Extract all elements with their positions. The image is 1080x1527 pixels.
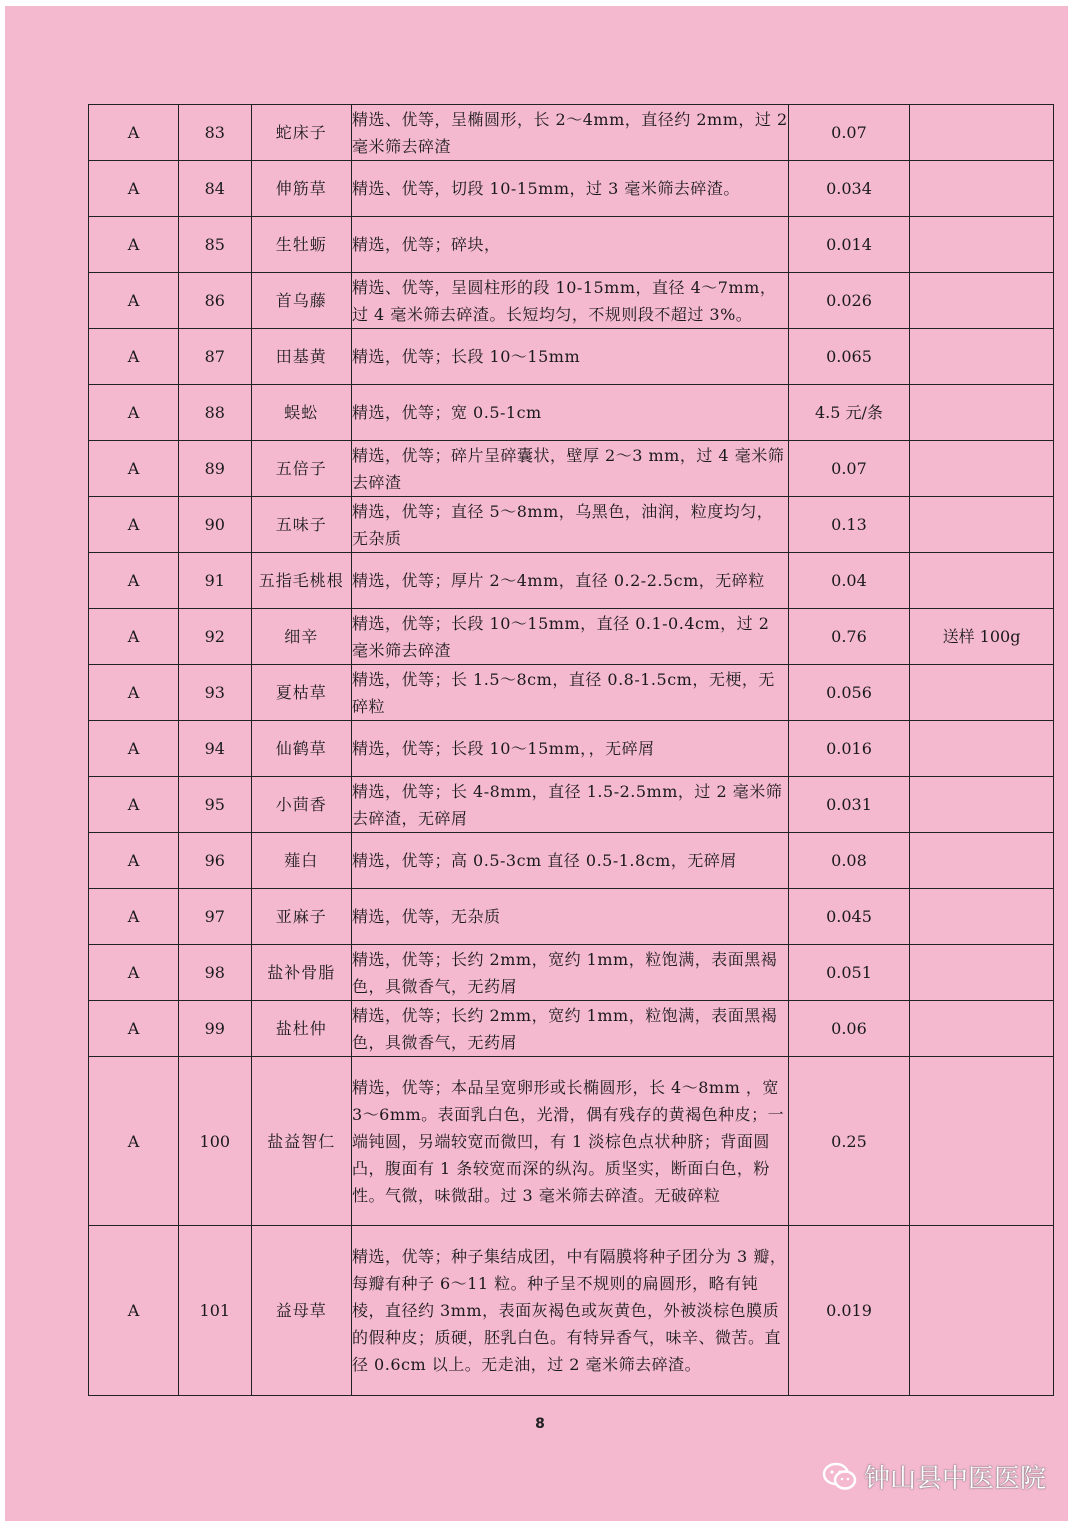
price-cell: 0.76	[788, 609, 909, 665]
spec-cell: 精选、优等，切段 10-15mm，过 3 毫米筛去碎渣。	[351, 161, 788, 217]
spec-cell: 精选，优等；长 1.5～8cm，直径 0.8-1.5cm，无梗，无碎粒	[351, 665, 788, 721]
price-cell: 0.065	[788, 329, 909, 385]
herb-name-cell: 盐益智仁	[251, 1057, 351, 1226]
number-cell: 97	[179, 889, 251, 945]
herb-name-cell: 蛇床子	[251, 105, 351, 161]
price-cell: 0.04	[788, 553, 909, 609]
grade-cell: A	[89, 777, 179, 833]
table-row	[89, 441, 1054, 497]
table-row	[89, 329, 1054, 385]
price-cell: 0.026	[788, 273, 909, 329]
note-cell	[910, 1057, 1054, 1226]
herb-name-cell: 五味子	[251, 497, 351, 553]
herb-name-cell: 伸筋草	[251, 161, 351, 217]
herb-name-cell: 蜈蚣	[251, 385, 351, 441]
watermark-text: 钟山县中医医院	[864, 1464, 1047, 1494]
grade-cell: A	[89, 1001, 179, 1057]
price-cell: 0.056	[788, 665, 909, 721]
price-cell: 0.06	[788, 1001, 909, 1057]
herb-name-cell: 小茴香	[251, 777, 351, 833]
price-cell: 0.07	[788, 441, 909, 497]
spec-cell: 精选，优等；长段 10～15mm，直径 0.1-0.4cm，过 2 毫米筛去碎渣	[351, 609, 788, 665]
price-cell: 0.13	[788, 497, 909, 553]
price-cell: 0.08	[788, 833, 909, 889]
table-row	[89, 1001, 1054, 1057]
herb-name-cell: 盐杜仲	[251, 1001, 351, 1057]
price-cell: 0.051	[788, 945, 909, 1001]
number-cell: 90	[179, 497, 251, 553]
grade-cell: A	[89, 553, 179, 609]
number-cell: 94	[179, 721, 251, 777]
price-cell: 4.5 元/条	[788, 385, 909, 441]
number-cell: 92	[179, 609, 251, 665]
note-cell	[910, 665, 1054, 721]
spec-cell: 精选，优等；长约 2mm，宽约 1mm，粒饱满，表面黑褐色，具微香气，无药屑	[351, 945, 788, 1001]
number-cell: 88	[179, 385, 251, 441]
herb-name-cell: 仙鹤草	[251, 721, 351, 777]
note-cell	[910, 441, 1054, 497]
table-row	[89, 609, 1054, 665]
grade-cell: A	[89, 1057, 179, 1226]
grade-cell: A	[89, 105, 179, 161]
note-cell	[910, 105, 1054, 161]
number-cell: 87	[179, 329, 251, 385]
spec-cell: 精选，优等；厚片 2～4mm，直径 0.2-2.5cm，无碎粒	[351, 553, 788, 609]
table-row	[89, 1057, 1054, 1226]
number-cell: 100	[179, 1057, 251, 1226]
herb-name-cell: 五倍子	[251, 441, 351, 497]
note-cell	[910, 273, 1054, 329]
note-cell	[910, 777, 1054, 833]
note-cell	[910, 553, 1054, 609]
note-cell	[910, 161, 1054, 217]
spec-cell: 精选、优等，呈圆柱形的段 10-15mm，直径 4～7mm，过 4 毫米筛去碎渣。长短均匀，不规则段不超过 3%。	[351, 273, 788, 329]
grade-cell: A	[89, 721, 179, 777]
spec-cell: 精选，优等，无杂质	[351, 889, 788, 945]
grade-cell: A	[89, 889, 179, 945]
number-cell: 85	[179, 217, 251, 273]
number-cell: 98	[179, 945, 251, 1001]
herb-name-cell: 首乌藤	[251, 273, 351, 329]
grade-cell: A	[89, 273, 179, 329]
note-cell	[910, 329, 1054, 385]
price-cell: 0.045	[788, 889, 909, 945]
price-cell: 0.014	[788, 217, 909, 273]
grade-cell: A	[89, 497, 179, 553]
note-cell	[910, 833, 1054, 889]
grade-cell: A	[89, 1226, 179, 1396]
watermark	[822, 1458, 1046, 1495]
herb-name-cell: 田基黄	[251, 329, 351, 385]
number-cell: 95	[179, 777, 251, 833]
number-cell: 84	[179, 161, 251, 217]
spec-cell: 精选，优等；长段 10～15mm	[351, 329, 788, 385]
grade-cell: A	[89, 665, 179, 721]
grade-cell: A	[89, 441, 179, 497]
table-row	[89, 105, 1054, 161]
note-cell: 送样 100g	[910, 609, 1054, 665]
spec-cell: 精选，优等；碎片呈碎囊状，壁厚 2～3 mm，过 4 毫米筛去碎渣	[351, 441, 788, 497]
table-row	[89, 665, 1054, 721]
table-row	[89, 1226, 1054, 1396]
price-cell: 0.25	[788, 1057, 909, 1226]
price-cell: 0.07	[788, 105, 909, 161]
note-cell	[910, 217, 1054, 273]
table-row	[89, 777, 1054, 833]
table-body	[89, 105, 1054, 1396]
number-cell: 89	[179, 441, 251, 497]
herb-name-cell: 生牡蛎	[251, 217, 351, 273]
spec-cell: 精选，优等；长约 2mm，宽约 1mm，粒饱满，表面黑褐色，具微香气，无药屑	[351, 1001, 788, 1057]
note-cell	[910, 1001, 1054, 1057]
table-row	[89, 497, 1054, 553]
wechat-icon	[822, 1461, 858, 1493]
spec-cell: 精选，优等；直径 5～8mm，乌黑色，油润，粒度均匀，无杂质	[351, 497, 788, 553]
table-row	[89, 721, 1054, 777]
number-cell: 96	[179, 833, 251, 889]
number-cell: 91	[179, 553, 251, 609]
price-cell: 0.034	[788, 161, 909, 217]
herb-name-cell: 薤白	[251, 833, 351, 889]
price-cell: 0.016	[788, 721, 909, 777]
spec-cell: 精选、优等，呈椭圆形，长 2～4mm，直径约 2mm，过 2 毫米筛去碎渣	[351, 105, 788, 161]
note-cell	[910, 889, 1054, 945]
price-cell: 0.019	[788, 1226, 909, 1396]
grade-cell: A	[89, 329, 179, 385]
number-cell: 93	[179, 665, 251, 721]
herb-spec-table	[88, 104, 1054, 1396]
number-cell: 83	[179, 105, 251, 161]
spec-cell: 精选，优等；碎块，	[351, 217, 788, 273]
grade-cell: A	[89, 609, 179, 665]
note-cell	[910, 1226, 1054, 1396]
grade-cell: A	[89, 385, 179, 441]
spec-cell: 精选，优等；种子集结成团，中有隔膜将种子团分为 3 瓣，每瓣有种子 6～11 粒。种子呈不规则的扁圆形，略有钝棱，直径约 3mm，表面灰褐色或灰黄色，外被淡棕色膜质的假种皮；质硬，胚乳白色。有特异香气，味辛、微苦。直径 0.6cm 以上。无走油，过 2 毫米筛去碎渣。	[351, 1226, 788, 1396]
herb-name-cell: 五指毛桃根	[251, 553, 351, 609]
table-row	[89, 385, 1054, 441]
herb-name-cell: 益母草	[251, 1226, 351, 1396]
spec-cell: 精选，优等；本品呈宽卵形或长椭圆形，长 4～8mm ，宽 3～6mm。表面乳白色，光滑，偶有残存的黄褐色种皮；一端钝圆，另端较宽而微凹，有 1 淡棕色点状种脐；背面圆凸，腹面有 1 条较宽而深的纵沟。质坚实，断面白色，粉性。气微，味微甜。过 3 毫米筛去碎渣。无破碎粒	[351, 1057, 788, 1226]
herb-name-cell: 夏枯草	[251, 665, 351, 721]
note-cell	[910, 385, 1054, 441]
grade-cell: A	[89, 833, 179, 889]
table-row	[89, 273, 1054, 329]
number-cell: 86	[179, 273, 251, 329]
number-cell: 101	[179, 1226, 251, 1396]
note-cell	[910, 945, 1054, 1001]
page-number: 8	[535, 1416, 545, 1432]
note-cell	[910, 497, 1054, 553]
note-cell	[910, 721, 1054, 777]
table-row	[89, 161, 1054, 217]
herb-name-cell: 盐补骨脂	[251, 945, 351, 1001]
spec-cell: 精选，优等；长段 10～15mm，，无碎屑	[351, 721, 788, 777]
table-row	[89, 945, 1054, 1001]
table-row	[89, 889, 1054, 945]
spec-cell: 精选，优等；宽 0.5-1cm	[351, 385, 788, 441]
grade-cell: A	[89, 161, 179, 217]
number-cell: 99	[179, 1001, 251, 1057]
herb-name-cell: 亚麻子	[251, 889, 351, 945]
table-row	[89, 833, 1054, 889]
table-row	[89, 553, 1054, 609]
price-cell: 0.031	[788, 777, 909, 833]
grade-cell: A	[89, 945, 179, 1001]
grade-cell: A	[89, 217, 179, 273]
spec-cell: 精选，优等；长 4-8mm，直径 1.5-2.5mm，过 2 毫米筛去碎渣，无碎屑	[351, 777, 788, 833]
herb-name-cell: 细辛	[251, 609, 351, 665]
table-row	[89, 217, 1054, 273]
spec-cell: 精选，优等；高 0.5-3cm 直径 0.5-1.8cm，无碎屑	[351, 833, 788, 889]
